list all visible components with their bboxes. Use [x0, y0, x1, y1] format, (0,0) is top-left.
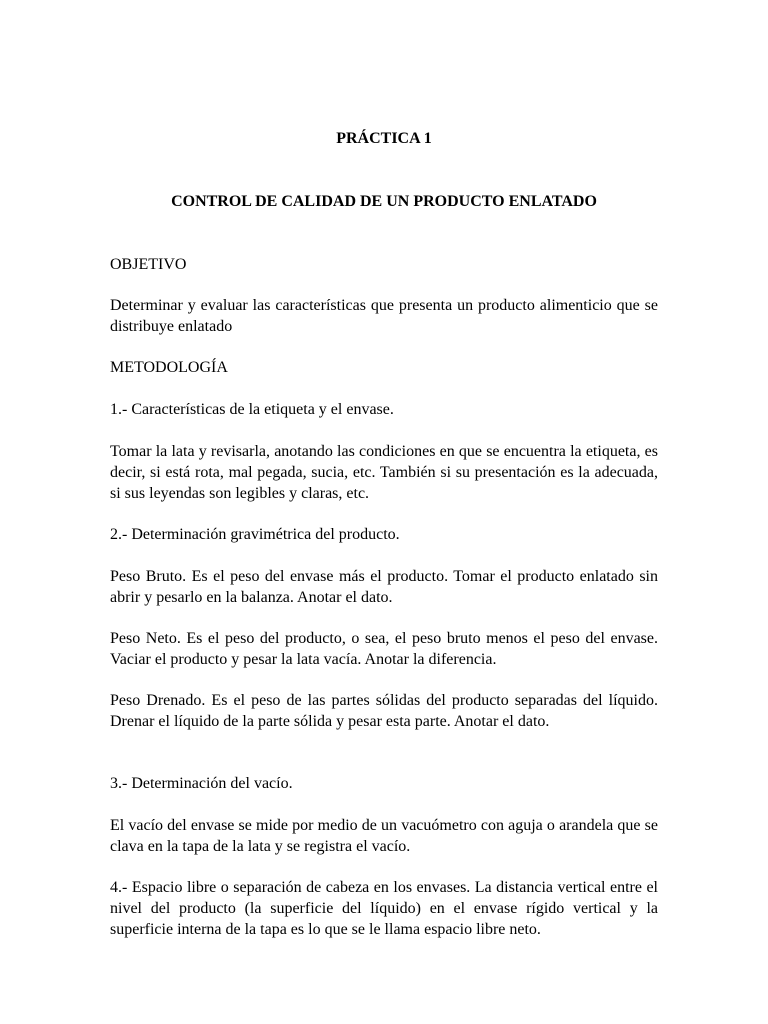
section3-heading: 3.- Determinación del vacío.	[110, 775, 293, 792]
objetivo-text: Determinar y evaluar las características que presenta un producto alimenticio que se distribuye enlatado	[110, 297, 658, 335]
section1-heading: 1.- Características de la etiqueta y el envase.	[110, 401, 394, 418]
section2-heading: 2.- Determinación gravimétrica del producto.	[110, 526, 400, 543]
section3-text: El vacío del envase se mide por medio de un vacuómetro con aguja o arandela que se clava en la tapa de la lata y se registra el vacío.	[110, 817, 658, 855]
page-title: PRÁCTICA 1	[336, 130, 432, 147]
page-subtitle: CONTROL DE CALIDAD DE UN PRODUCTO ENLATADO	[171, 193, 597, 210]
objetivo-heading: OBJETIVO	[110, 256, 187, 273]
section1-text: Tomar la lata y revisarla, anotando las condiciones en que se encuentra la etiqueta, es decir, si está rota, mal pegada, sucia, etc. También si su presentación es la adecuada, si sus leyendas son legibles y claras, etc.	[110, 443, 658, 502]
peso-drenado-paragraph: Peso Drenado. Es el peso de las partes sólidas del producto separadas del líquido. Drenar el líquido de la parte sólida y pesar esta parte. Anotar el dato.	[110, 692, 658, 730]
metodologia-heading: METODOLOGÍA	[110, 359, 228, 376]
section4-paragraph: 4.- Espacio libre o separación de cabeza en los envases. La distancia vertical entre el nivel del producto (la superficie del líquido) en el envase rígido vertical y la superficie interna de la tapa es lo que se le llama espacio libre neto.	[110, 879, 658, 938]
peso-neto-paragraph: Peso Neto. Es el peso del producto, o sea, el peso bruto menos el peso del envase. Vaciar el producto y pesar la lata vacía. Anotar la diferencia.	[110, 630, 658, 668]
peso-bruto-paragraph: Peso Bruto. Es el peso del envase más el producto. Tomar el producto enlatado sin abrir y pesarlo en la balanza. Anotar el dato.	[110, 568, 658, 606]
